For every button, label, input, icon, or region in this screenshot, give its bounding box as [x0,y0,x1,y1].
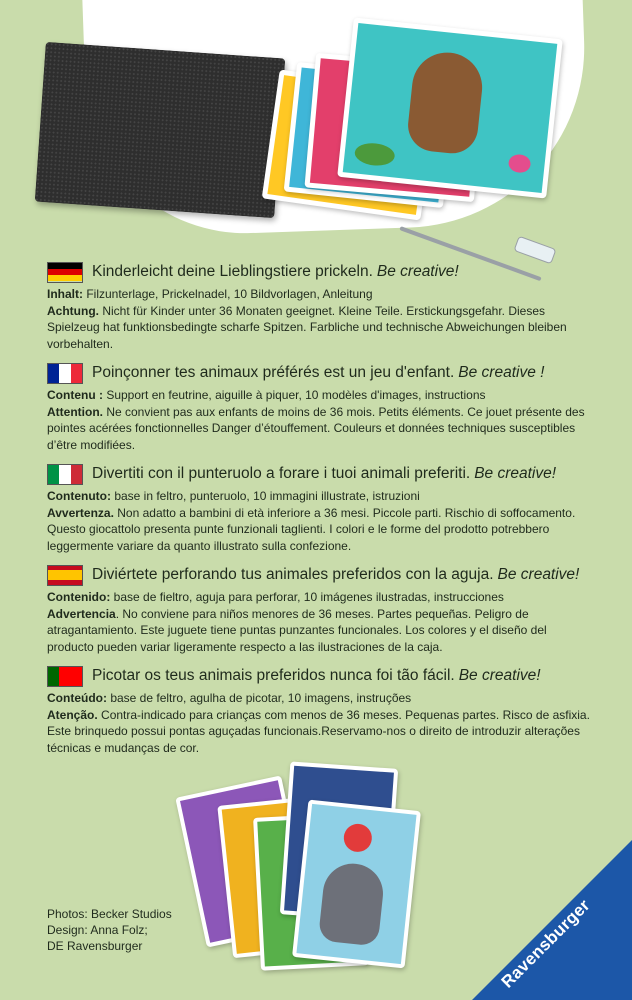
contents-line [47,589,592,606]
line-label: Atenção. [47,707,98,722]
credit-design: Design: Anna Folz; [47,923,148,937]
line-text: base de feltro, agulha de picotar, 10 imagens, instruções [106,691,412,705]
line-text: base in feltro, punteruolo, 10 immagini illustrate, istruzioni [110,489,420,503]
line-label: Achtung. [47,303,99,318]
section-it [47,460,592,554]
line-text: Ne convient pas aux enfants de moins de 36 mois. Petits éléments. Ce jouet présente des pointes acérées fonctionnelles Danger d’étouffement. Couleurs et données techniques susceptibles d’être modifiées. [47,404,585,452]
line-text: Filzunterlage, Prickelnadel, 10 Bildvorlagen, Anleitung [83,287,373,301]
contents-line [47,488,592,505]
section-es [47,561,592,655]
heading-text: Picotar os teus animais preferidos nunca foi tão fácil. [92,667,455,684]
warning-line [47,606,592,656]
line-text: base de fieltro, aguja para perforar, 10 imágenes ilustradas, instrucciones [110,590,504,604]
line-label: Conteúdo: [47,691,107,705]
section-heading [47,460,592,488]
beach-ball [342,822,373,853]
tagline: Be creative! [474,465,557,482]
section-heading [47,359,592,387]
line-label: Contenu : [47,388,103,402]
section-heading [47,662,592,690]
heading-text: Divertiti con il punteruolo a forare i tuoi animali preferiti. [92,465,471,482]
flag-de-icon [47,262,83,283]
ravensburger-logo: Ravensburger [497,895,594,992]
felt-pad-image [35,42,286,218]
section-heading [47,258,592,286]
line-text: . No conviene para niños menores de 36 meses. Partes pequeñas. Peligro de atragantamiento. Este juguete tiene puntas punzantes funcionales. Los colores y el diseño del producto pueden variar ligeramente respecto a las ilustraciones de la caja. [47,606,547,654]
tagline: Be creative! [458,667,541,684]
leaf-shape [354,141,396,167]
section-pt [47,662,592,756]
picture-card-walrus [292,800,421,969]
lily-flower [508,153,532,173]
flag-pt-icon [47,666,83,687]
warning-line [47,303,592,353]
line-label: Contenido: [47,590,111,604]
flag-es-icon [47,565,83,586]
credits [47,906,172,954]
walrus-illustration [318,861,386,947]
heading-text: Diviértete perforando tus animales preferidos con la aguja. [92,566,494,583]
flag-fr-icon [47,363,83,384]
line-text: Contra-indicado para crianças com menos de 36 meses. Pequenas partes. Risco de asfixia. Este brinquedo possui pontas aguçadas funcionais.Reservamo-nos o direito de introduzir alterações técnicas e mudanças de cor. [47,707,590,755]
section-de [47,258,592,352]
heading-text: Kinderleicht deine Lieblingstiere prickeln. [92,263,373,280]
line-text: Non adatto a bambini di età inferiore a 36 mesi. Piccole parti. Rischio di soffocamento. Questo giocattolo presenta punte funzionali taglienti. I colori e le forme del prodotto potrebbero leggermente variare da quanto illustrato sulla confezione. [47,505,576,553]
warning-line [47,707,592,757]
line-label: Advertencia [47,606,116,621]
tagline: Be creative! [497,566,580,583]
picture-cards-fan [175,760,435,960]
credit-publisher: DE Ravensburger [47,939,143,953]
tagline: Be creative ! [458,364,545,381]
heading-text: Poinçonner tes animaux préférés est un jeu d'enfant. [92,364,455,381]
line-text: Support en feutrine, aiguille à piquer, 10 modèles d'images, instructions [103,388,486,402]
warning-line [47,404,592,454]
contents-line [47,286,592,303]
section-fr [47,359,592,453]
instructions-text [47,258,592,763]
line-label: Attention. [47,404,103,419]
otter-illustration [406,49,486,156]
credit-photos: Photos: Becker Studios [47,907,172,921]
flag-it-icon [47,464,83,485]
line-label: Inhalt: [47,287,83,301]
section-heading [47,561,592,589]
warning-line [47,505,592,555]
line-label: Contenuto: [47,489,111,503]
ravensburger-logo-corner [472,840,632,1000]
line-text: Nicht für Kinder unter 36 Monaten geeignet. Kleine Teile. Erstickungsgefahr. Dieses Spielzeug hat funktionsbedingte scharfe Spitzen. Farbliche und technische Abweichungen bleiben vorbehalten. [47,303,567,351]
line-label: Avvertenza. [47,505,114,520]
contents-line [47,387,592,404]
picture-card-otter [337,17,563,198]
contents-line [47,690,592,707]
tagline: Be creative! [376,263,459,280]
